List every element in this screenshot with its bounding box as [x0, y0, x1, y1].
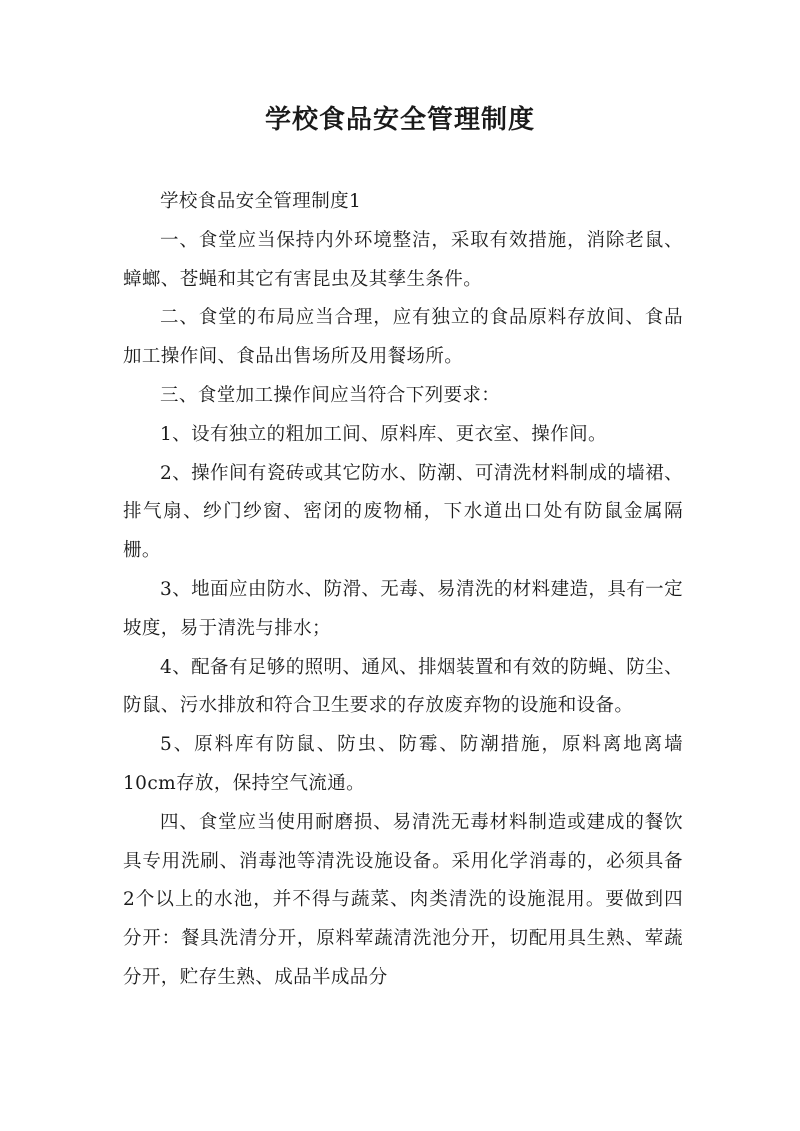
paragraph-subitem-4: 4、配备有足够的照明、通风、排烟装置和有效的防蝇、防尘、防鼠、污水排放和符合卫生要求的存放废弃物的设施和设备。: [123, 656, 683, 717]
paragraph-item-3: 三、食堂加工操作间应当符合下列要求：: [160, 384, 501, 406]
paragraph-subitem-1: 1、设有独立的粗加工间、原料库、更衣室、操作间。: [160, 423, 607, 445]
paragraph-subitem-2: 2、操作间有瓷砖或其它防水、防潮、可清洗材料制成的墙裙、排气扇、纱门纱窗、密闭的废物桶，下水道出口处有防鼠金属隔栅。: [123, 462, 683, 562]
document-title: 学校食品安全管理制度: [264, 105, 535, 135]
paragraph-item-1: 一、食堂应当保持内外环境整洁，采取有效措施，消除老鼠、蟑螂、苍蝇和其它有害昆虫及其孳生条件。: [123, 229, 683, 290]
paragraph-subitem-5: 5、原料库有防鼠、防虫、防霉、防潮措施，原料离地离墙10cm存放，保持空气流通。: [123, 734, 683, 794]
paragraph-item-2: 二、食堂的布局应当合理，应有独立的食品原料存放间、食品加工操作间、食品出售场所及用餐场所。: [123, 307, 683, 368]
document-body: [123, 183, 683, 998]
paragraph-subitem-3: 3、地面应由防水、防滑、无毒、易清洗的材料建造，具有一定坡度，易于清洗与排水；: [123, 578, 683, 639]
paragraph-heading-1: 学校食品安全管理制度1: [160, 191, 362, 212]
paragraph-item-4: 四、食堂应当使用耐磨损、易清洗无毒材料制造或建成的餐饮具专用洗刷、消毒池等清洗设施设备。采用化学消毒的，必须具备2个以上的水池，并不得与蔬菜、肉类清洗的设施混用。要做到四分开：餐具洗清分开，原料荤蔬清洗池分开，切配用具生熟、荤蔬分开，贮存生熟、成品半成品分: [123, 811, 683, 988]
